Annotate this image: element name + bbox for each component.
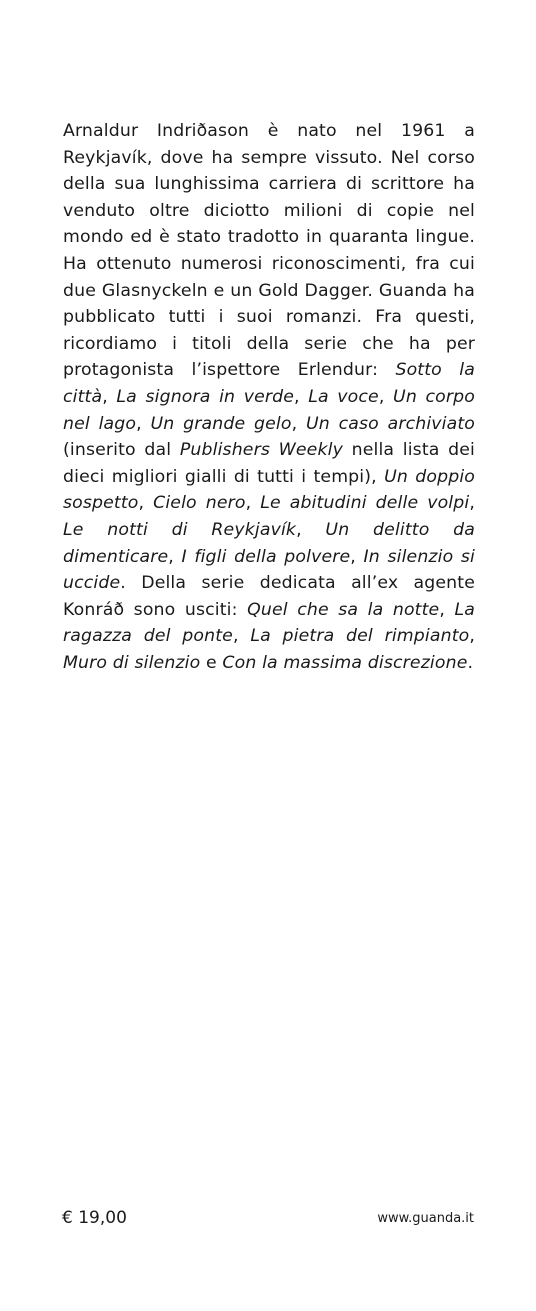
book-title: Quel che sa la notte bbox=[247, 599, 440, 620]
bio-text: nella lista dei dieci migliori gialli di tutti i tempi), bbox=[63, 440, 476, 487]
book-title: Sotto la città bbox=[63, 360, 475, 407]
bio-text: , bbox=[439, 599, 455, 620]
bio-text: , bbox=[102, 386, 117, 407]
bio-text: , bbox=[350, 546, 364, 567]
book-title: Un doppio sospetto bbox=[63, 466, 475, 514]
book-title: Le abitudini delle volpi bbox=[260, 493, 470, 514]
book-title: Le notti di Reykjavík bbox=[63, 519, 297, 540]
book-title: Cielo nero bbox=[153, 493, 246, 514]
bio-text: , bbox=[168, 546, 182, 567]
bio-text: . bbox=[467, 652, 474, 673]
book-title: In silenzio si uccide bbox=[63, 546, 476, 594]
bio-text: , bbox=[378, 386, 394, 407]
bio-text: , bbox=[294, 386, 309, 407]
book-title: I figli della polvere bbox=[181, 546, 351, 567]
bio-text: , bbox=[232, 626, 251, 647]
book-title: Muro di silenzio bbox=[63, 652, 201, 673]
price-label: € 19,00 bbox=[62, 1208, 127, 1228]
bio-text: e bbox=[200, 652, 223, 673]
book-title: La ragazza del ponte bbox=[63, 599, 475, 647]
book-title: La pietra del rimpianto bbox=[250, 626, 470, 647]
bio-text: , bbox=[136, 413, 151, 434]
bio-text: , bbox=[245, 493, 261, 514]
publication-title: Publishers Weekly bbox=[179, 440, 343, 461]
book-title: Un corpo nel lago bbox=[63, 386, 475, 434]
bio-text: , bbox=[138, 493, 154, 514]
book-title: Un caso archiviato bbox=[305, 413, 476, 434]
book-title: Un grande gelo bbox=[150, 413, 292, 434]
bio-text: , bbox=[291, 413, 306, 434]
bio-text: Arnaldur Indriðason è nato nel 1961 a Reykjavík, dove ha sempre vissuto. Nel corso della sua lunghissima carriera di scrittore ha venduto oltre diciotto milioni di copie nel mondo ed è stato tradotto in quaranta lingue. Ha ottenuto numerosi riconoscimenti, fra cui due Glasnyckeln e un Gold Dagger. Guanda ha pubblicato tutti i suoi romanzi. Fra questi, ricordiamo i titoli della serie che ha per protagonista l’ispettore Erlendur: bbox=[63, 121, 475, 381]
publisher-website: www.guanda.it bbox=[377, 1211, 474, 1226]
book-title: Un delitto da dimenticare bbox=[63, 519, 475, 567]
book-title: Con la massima discrezione bbox=[222, 652, 468, 673]
bio-text: . Della serie dedicata all’ex agente Konráð sono usciti: bbox=[63, 573, 475, 620]
book-title: La voce bbox=[308, 386, 379, 407]
bio-text: , bbox=[469, 626, 476, 647]
bio-text: (inserito dal bbox=[63, 440, 180, 461]
bio-text: , bbox=[296, 519, 326, 540]
author-bio bbox=[63, 118, 475, 676]
bio-text: , bbox=[469, 493, 475, 514]
book-title: La signora in verde bbox=[116, 386, 295, 407]
